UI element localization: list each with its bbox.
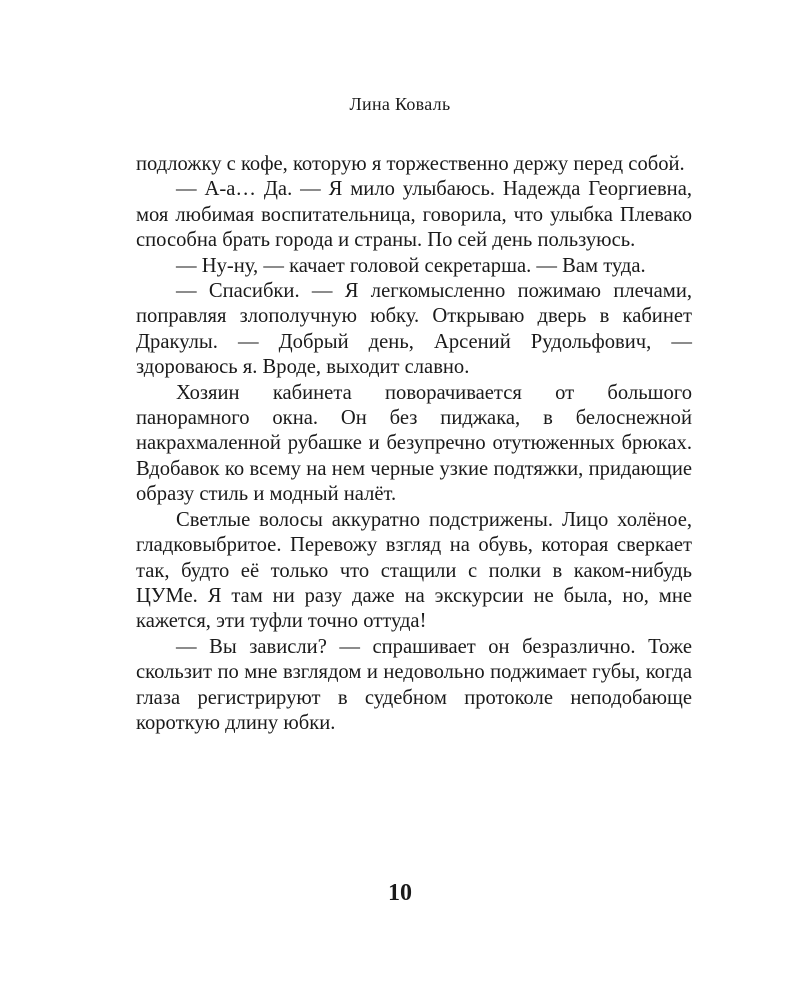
paragraph-dialogue: — Ну-ну, — качает головой секретарша. — Вам туда.	[176, 254, 646, 277]
paragraph-continuation: подложку с кофе, которую я торжественно держу перед собой.	[136, 153, 685, 175]
page-body-text	[136, 152, 692, 736]
paragraph-narrative: Светлые волосы аккуратно подстрижены. Лицо холёное, гладковыбритое. Перевожу взгляд на обувь, которая сверкает так, будто её только что стащили с полки в каком-нибудь ЦУМе. Я там ни разу даже на экскурсии не была, но, мне кажется, эти туфли точно оттуда!	[136, 508, 692, 633]
page-number: 10	[388, 880, 412, 906]
running-header-author: Лина Коваль	[349, 94, 451, 114]
paragraph-dialogue: — А-а… Да. — Я мило улыбаюсь. Надежда Георгиевна, моя любимая воспитательница, говорила, что улыбка Плевако способна брать города и страны. По сей день пользуюсь.	[136, 178, 692, 252]
paragraph-dialogue: — Вы зависли? — спрашивает он безразлично. Тоже скользит по мне взглядом и недовольно поджимает губы, когда глаза регистрируют в судебном протоколе неподобающе короткую длину юбки.	[136, 635, 692, 734]
paragraph-dialogue: — Спасибки. — Я легкомысленно пожимаю плечами, поправляя злополучную юбку. Открываю дверь в кабинет Дракулы. — Добрый день, Арсений Рудольфович, — здороваюсь я. Вроде, выходит славно.	[136, 280, 692, 379]
paragraph-narrative: Хозяин кабинета поворачивается от большого панорамного окна. Он без пиджака, в белоснежной накрахмаленной рубашке и безупречно отутюженных брюках. Вдобавок ко всему на нем черные узкие подтяжки, придающие образу стиль и модный налёт.	[136, 381, 692, 506]
